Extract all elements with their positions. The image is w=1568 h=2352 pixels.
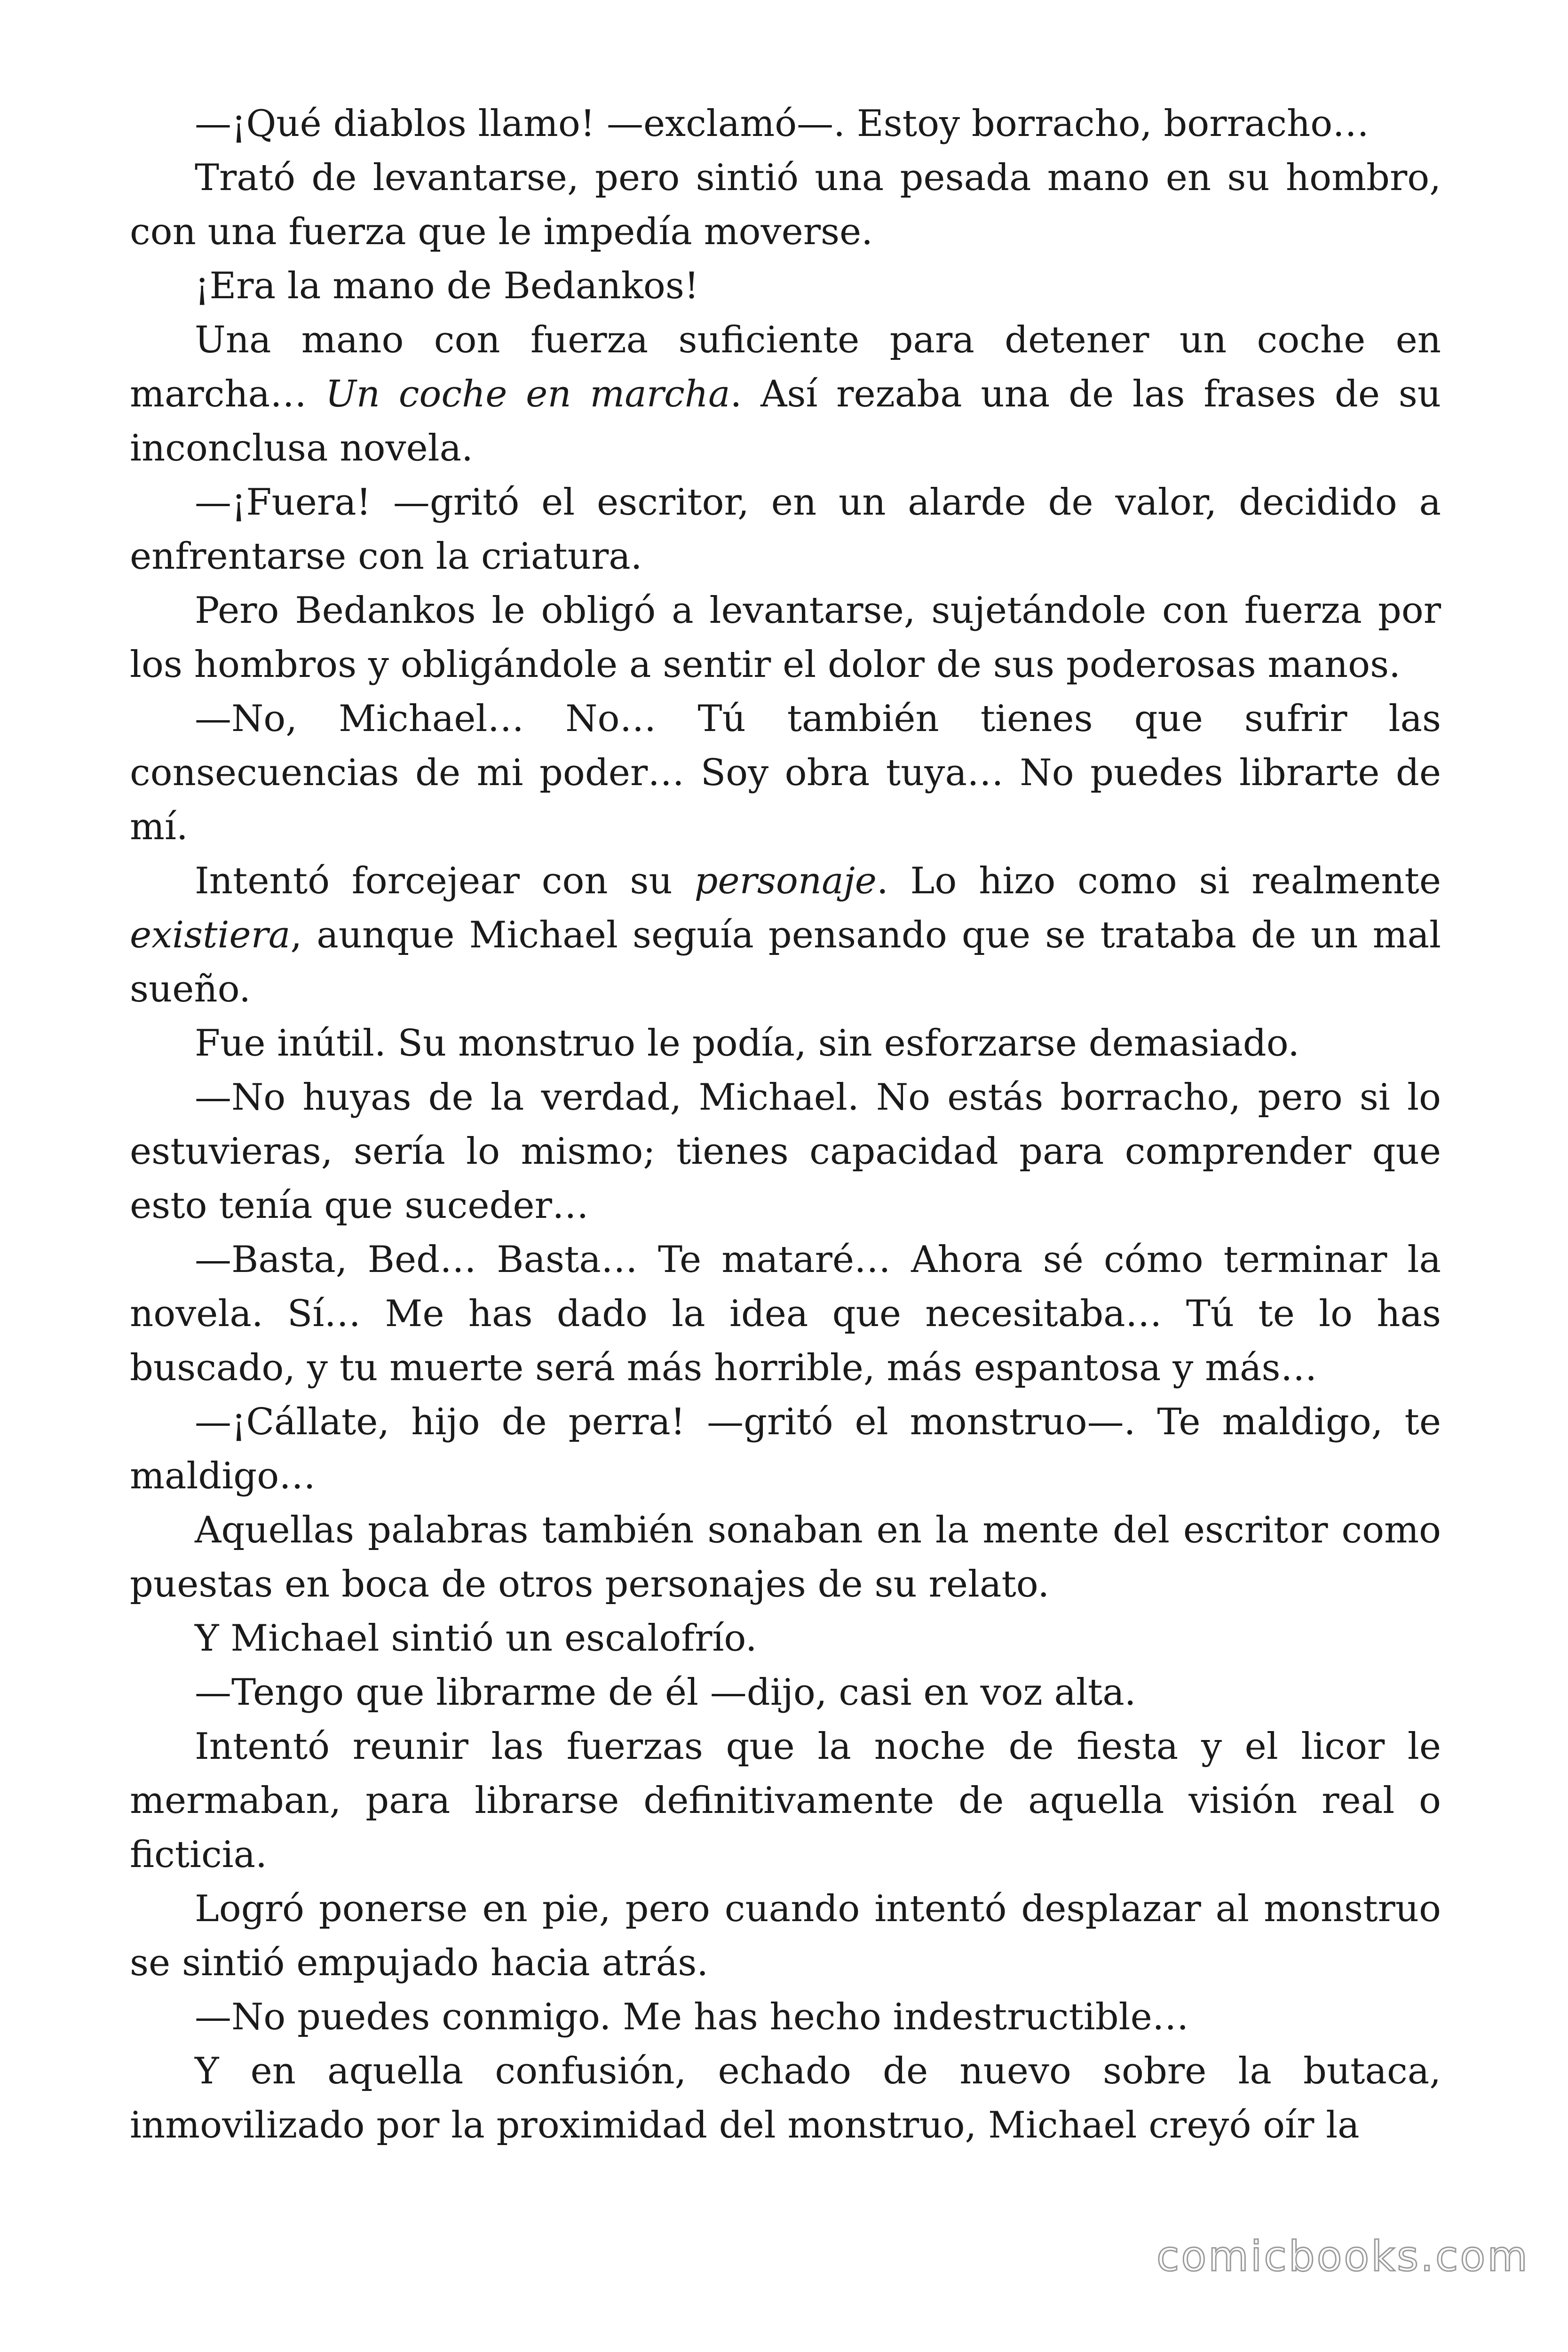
paragraph: Intentó reunir las fuerzas que la noche de fiesta y el licor le mermaban, para librarse definitivamente de aquella visión real o ficticia.	[130, 1725, 1441, 1876]
italic-word: existiera	[130, 914, 291, 956]
paragraph: Pero Bedankos le obligó a levantarse, sujetándole con fuerza por los hombros y obligándole a sentir el dolor de sus poderosas manos.	[130, 589, 1441, 686]
paragraph: Trató de levantarse, pero sintió una pesada mano en su hombro, con una fuerza que le impedía moverse.	[130, 157, 1441, 253]
paragraph: Fue inútil. Su monstruo le podía, sin esforzarse demasiado.	[195, 1022, 1300, 1065]
italic-word: personaje	[694, 860, 877, 902]
paragraph: —¡Qué diablos llamo! —exclamó—. Estoy borracho, borracho…	[195, 103, 1370, 145]
paragraph: —¡Cállate, hijo de perra! —gritó el monstruo—. Te maldigo, te maldigo…	[130, 1401, 1441, 1497]
paragraph: Logró ponerse en pie, pero cuando intentó desplazar al monstruo se sintió empujado hacia atrás.	[130, 1888, 1441, 1984]
paragraph: —Basta, Bed… Basta… Te mataré… Ahora sé cómo terminar la novela. Sí… Me has dado la idea que necesitaba… Tú te lo has buscado, y tu muerte será más horrible, más espantosa y más…	[130, 1239, 1441, 1389]
paragraph: —No, Michael… No… Tú también tienes que sufrir las consecuencias de mi poder… Soy obra tuya… No puedes librarte de mí.	[130, 698, 1441, 848]
paragraph: ¡Era la mano de Bedankos!	[195, 265, 699, 307]
paragraph: Aquellas palabras también sonaban en la mente del escritor como puestas en boca de otros personajes de su relato.	[130, 1509, 1441, 1605]
paragraph: Intentó forcejear con su personaje. Lo hizo como si realmente existiera, aunque Michael seguía pensando que se trataba de un mal sueño.	[130, 860, 1441, 1010]
italic-phrase: Un coche en marcha	[325, 373, 730, 415]
page-text	[130, 97, 1441, 2153]
paragraph: Y Michael sintió un escalofrío.	[195, 1617, 757, 1660]
paragraph: —¡Fuera! —gritó el escritor, en un alarde de valor, decidido a enfrentarse con la criatura.	[130, 481, 1441, 578]
paragraph: Y en aquella confusión, echado de nuevo sobre la butaca, inmovilizado por la proximidad del monstruo, Michael creyó oír la	[130, 2050, 1441, 2146]
paragraph: Una mano con fuerza suficiente para detener un coche en marcha… Un coche en marcha. Así rezaba una de las frases de su inconclusa novela.	[130, 319, 1441, 469]
paragraph: —No huyas de la verdad, Michael. No estás borracho, pero si lo estuvieras, sería lo mismo; tienes capacidad para comprender que esto tenía que suceder…	[130, 1076, 1441, 1227]
watermark: comicbooks.com	[1156, 2232, 1529, 2280]
paragraph: —Tengo que librarme de él —dijo, casi en voz alta.	[195, 1671, 1136, 1714]
paragraph: —No puedes conmigo. Me has hecho indestructible…	[195, 1996, 1189, 2038]
